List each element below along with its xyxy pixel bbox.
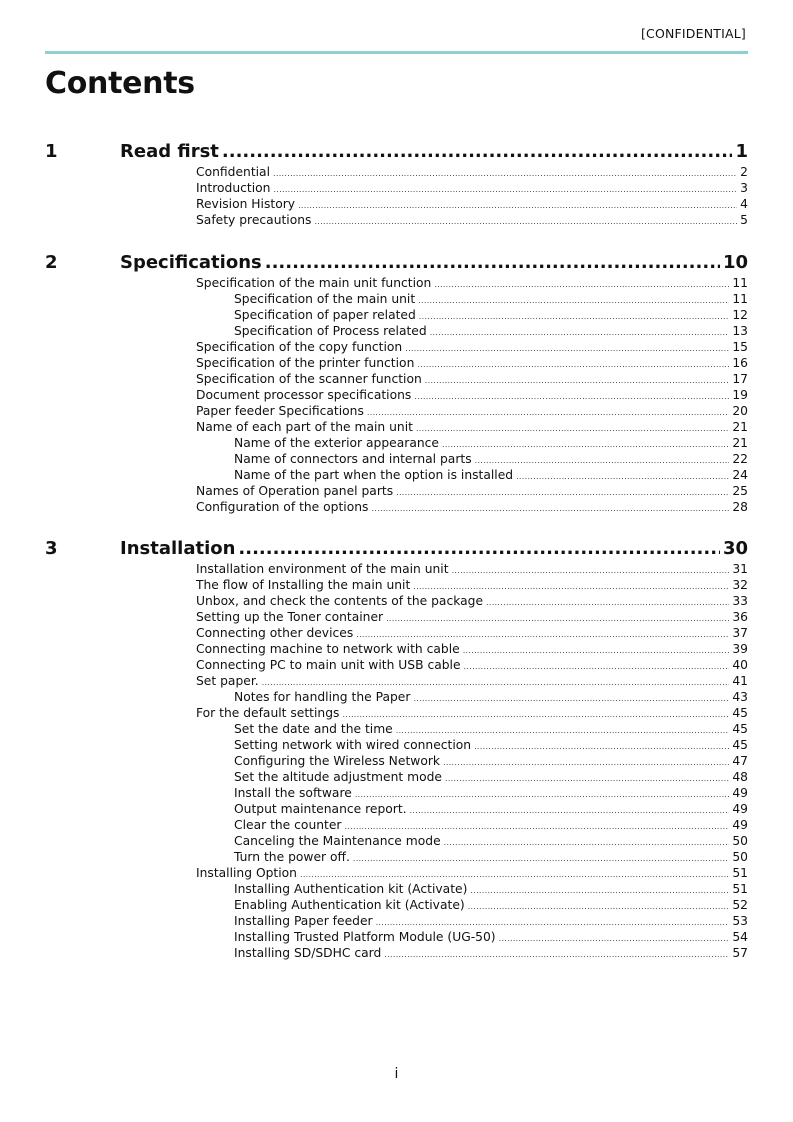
toc-entry-page: 17: [732, 372, 748, 386]
toc-entry-label: Setting up the Toner container: [196, 610, 384, 624]
toc-entry-label: Configuration of the options: [196, 500, 369, 514]
chapter-page: 10: [722, 252, 748, 273]
dot-leader: [238, 538, 720, 560]
toc-entry-label: Set the date and the time: [234, 722, 393, 736]
toc-entry-page: 37: [732, 626, 748, 640]
toc-entry[interactable]: [196, 483, 748, 499]
toc-entry[interactable]: [234, 833, 748, 849]
toc-entry-label: Confidential: [196, 165, 271, 179]
toc-entry[interactable]: [196, 657, 748, 673]
toc-entry-page: 52: [732, 898, 748, 912]
toc-entry-label: Installation environment of the main unit: [196, 562, 449, 576]
toc-entry-page: 32: [732, 578, 748, 592]
toc-entry-page: 21: [732, 420, 748, 434]
toc-entry-page: 31: [732, 562, 748, 576]
chapter-number: 1: [45, 141, 58, 162]
toc-entry-page: 45: [732, 722, 748, 736]
toc-entry[interactable]: [196, 419, 748, 435]
toc-entry-label: Specification of the main unit: [234, 292, 416, 306]
toc-entry-label: Installing Option: [196, 866, 297, 880]
toc-entry-label: Name of connectors and internal parts: [234, 452, 472, 466]
toc-entry[interactable]: [234, 689, 748, 705]
toc-entry-label: Set paper.: [196, 674, 259, 688]
toc-entry-label: Turn the power off.: [234, 850, 350, 864]
toc-entry[interactable]: [196, 673, 748, 689]
toc-entry-label: Unbox, and check the contents of the package: [196, 594, 484, 608]
toc-entry[interactable]: [196, 371, 748, 387]
toc-entry[interactable]: [196, 625, 748, 641]
toc-entry[interactable]: [234, 913, 748, 929]
chapter-title-line[interactable]: [120, 141, 748, 163]
confidential-label: [CONFIDENTIAL]: [640, 26, 746, 41]
toc-entry-label: Specification of the printer function: [196, 356, 415, 370]
dot-leader: [314, 214, 737, 230]
toc-entry-label: Notes for handling the Paper: [234, 690, 411, 704]
toc-entry[interactable]: [196, 355, 748, 371]
toc-entry-page: 33: [732, 594, 748, 608]
toc-entry-label: Set the altitude adjustment mode: [234, 770, 442, 784]
toc-entry-page: 41: [732, 674, 748, 688]
toc-entry[interactable]: [196, 196, 748, 212]
toc-entry-page: 25: [732, 484, 748, 498]
toc-entry-page: 57: [732, 946, 748, 960]
toc-entry-label: Names of Operation panel parts: [196, 484, 394, 498]
toc-entry-label: The flow of Installing the main unit: [196, 578, 411, 592]
toc-entry-page: 50: [732, 850, 748, 864]
toc-entry-page: 28: [732, 500, 748, 514]
toc-entry-page: 20: [732, 404, 748, 418]
dot-leader: [384, 947, 729, 963]
toc-entry-page: 47: [732, 754, 748, 768]
toc-entry[interactable]: [196, 164, 748, 180]
dot-leader: [222, 141, 733, 163]
toc-entry-page: 54: [732, 930, 748, 944]
chapter-heading[interactable]: [0, 252, 793, 274]
toc-entry[interactable]: [196, 387, 748, 403]
chapter-1-section: [0, 141, 793, 228]
toc-entry-page: 48: [732, 770, 748, 784]
toc-entry-label: Specification of paper related: [234, 308, 416, 322]
toc-entry-page: 49: [732, 786, 748, 800]
toc-entry-page: 16: [732, 356, 748, 370]
toc-entry[interactable]: [234, 753, 748, 769]
toc-entry-page: 21: [732, 436, 748, 450]
chapter-heading[interactable]: [0, 538, 793, 560]
toc-entry[interactable]: [234, 929, 748, 945]
chapter-title: Read first: [120, 141, 219, 162]
toc-entry[interactable]: [234, 451, 748, 467]
dot-leader: [265, 252, 720, 274]
toc-entry-page: 12: [732, 308, 748, 322]
toc-entry[interactable]: [196, 339, 748, 355]
chapter-3-section: [0, 538, 793, 961]
toc-entry-page: 36: [732, 610, 748, 624]
toc-entry[interactable]: [234, 307, 748, 323]
toc-entry-label: Setting network with wired connection: [234, 738, 472, 752]
footer-page-number: i: [394, 1066, 399, 1082]
toc-entry-page: 22: [732, 452, 748, 466]
toc-entry-label: Connecting other devices: [196, 626, 354, 640]
toc-entry-page: 13: [732, 324, 748, 338]
toc-entry-label: Output maintenance report.: [234, 802, 407, 816]
toc-entry[interactable]: [196, 561, 748, 577]
toc-entry-page: 3: [740, 181, 748, 195]
toc-entry-page: 45: [732, 706, 748, 720]
toc-entry-label: Connecting machine to network with cable: [196, 642, 460, 656]
chapter-number: 2: [45, 252, 58, 273]
chapter-heading[interactable]: [0, 141, 793, 163]
toc-entry[interactable]: [196, 705, 748, 721]
toc-entry-page: 43: [732, 690, 748, 704]
toc-entry[interactable]: [234, 721, 748, 737]
toc-entry[interactable]: [234, 737, 748, 753]
toc-entry-label: Configuring the Wireless Network: [234, 754, 441, 768]
chapter-title: Installation: [120, 538, 236, 559]
toc-entry[interactable]: [234, 945, 748, 961]
toc-entry-label: Name of the part when the option is installed: [234, 468, 514, 482]
toc-entry[interactable]: [234, 881, 748, 897]
toc-entry[interactable]: [196, 641, 748, 657]
toc-entry[interactable]: [234, 291, 748, 307]
toc-entry-label: Safety precautions: [196, 213, 312, 227]
toc-entry-label: Name of the exterior appearance: [234, 436, 439, 450]
toc-entry-page: 39: [732, 642, 748, 656]
toc-entry[interactable]: [196, 865, 748, 881]
toc-entry[interactable]: [196, 609, 748, 625]
toc-entry-label: Name of each part of the main unit: [196, 420, 413, 434]
page-title: Contents: [45, 66, 195, 101]
toc-entry-page: 24: [732, 468, 748, 482]
toc-entry[interactable]: [234, 849, 748, 865]
toc-entry-label: Canceling the Maintenance mode: [234, 834, 441, 848]
toc-entry-page: 50: [732, 834, 748, 848]
toc-entry[interactable]: [234, 801, 748, 817]
toc-entry-page: 11: [732, 276, 748, 290]
toc-entry[interactable]: [196, 403, 748, 419]
toc-entry[interactable]: [196, 499, 748, 515]
toc-entry-label: For the default settings: [196, 706, 340, 720]
toc-entry[interactable]: [196, 180, 748, 196]
toc-entry-page: 49: [732, 802, 748, 816]
toc-entry-page: 45: [732, 738, 748, 752]
toc-entry[interactable]: [234, 467, 748, 483]
header-rule: [45, 51, 748, 54]
toc-entry-label: Installing Authentication kit (Activate): [234, 882, 468, 896]
chapter-page: 1: [735, 141, 748, 162]
toc-entry-label: Specification of the copy function: [196, 340, 403, 354]
toc-entry-list: [0, 164, 793, 228]
toc-entry-label: Specification of the main unit function: [196, 276, 432, 290]
toc-entry-label: Specification of Process related: [234, 324, 427, 338]
toc-entry-page: 11: [732, 292, 748, 306]
toc-entry-page: 4: [740, 197, 748, 211]
chapter-title-line[interactable]: [120, 538, 748, 560]
dot-leader: [371, 501, 729, 517]
toc-entry-page: 51: [732, 882, 748, 896]
toc-entry[interactable]: [234, 435, 748, 451]
toc-entry-page: 2: [740, 165, 748, 179]
toc-entry-list: [0, 561, 793, 961]
toc-entry[interactable]: [196, 593, 748, 609]
toc-entry-page: 5: [740, 213, 748, 227]
chapter-page: 30: [722, 538, 748, 559]
toc-entry[interactable]: [196, 275, 748, 291]
toc-entry-label: Clear the counter: [234, 818, 342, 832]
toc-entry-label: Installing Paper feeder: [234, 914, 373, 928]
chapter-title-line[interactable]: [120, 252, 748, 274]
toc-entry-label: Installing SD/SDHC card: [234, 946, 382, 960]
toc-entry[interactable]: [234, 785, 748, 801]
toc-entry[interactable]: [234, 897, 748, 913]
toc-entry-label: Connecting PC to main unit with USB cable: [196, 658, 461, 672]
toc-entry-page: 40: [732, 658, 748, 672]
toc-entry-label: Revision History: [196, 197, 296, 211]
toc-entry[interactable]: [196, 577, 748, 593]
toc-entry-label: Introduction: [196, 181, 271, 195]
chapter-2-section: [0, 252, 793, 515]
toc-entry-page: 53: [732, 914, 748, 928]
toc-entry-label: Document processor specifications: [196, 388, 412, 402]
toc-entry-label: Installing Trusted Platform Module (UG-50): [234, 930, 496, 944]
toc-entry-page: 19: [732, 388, 748, 402]
chapter-title: Specifications: [120, 252, 262, 273]
toc-entry[interactable]: [234, 769, 748, 785]
toc-entry-page: 15: [732, 340, 748, 354]
toc-entry-label: Enabling Authentication kit (Activate): [234, 898, 465, 912]
toc-entry[interactable]: [234, 323, 748, 339]
toc-entry-label: Specification of the scanner function: [196, 372, 422, 386]
toc-entry-label: Paper feeder Specifications: [196, 404, 364, 418]
toc-entry[interactable]: [234, 817, 748, 833]
toc-entry-page: 51: [732, 866, 748, 880]
toc-entry-label: Install the software: [234, 786, 352, 800]
toc-entry-list: [0, 275, 793, 515]
chapter-number: 3: [45, 538, 58, 559]
toc-entry-page: 49: [732, 818, 748, 832]
toc-entry[interactable]: [196, 212, 748, 228]
